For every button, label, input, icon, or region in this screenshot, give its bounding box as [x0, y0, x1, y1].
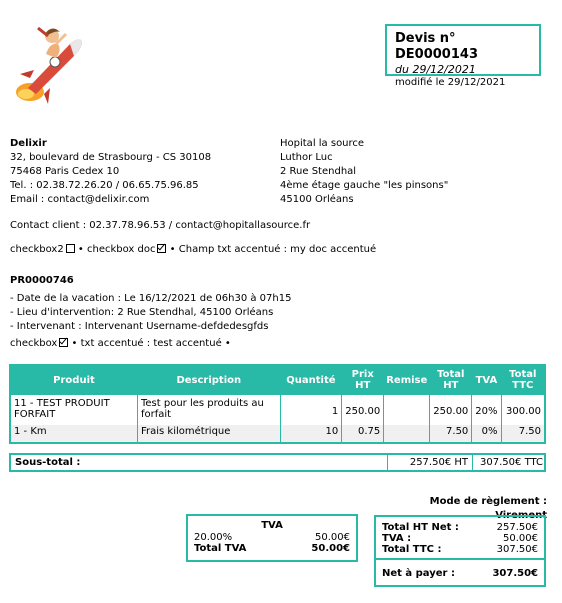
sender-address-line: 32, boulevard de Strasbourg - CS 30108 [10, 152, 212, 163]
recipient-address-line: 2 Rue Stendhal [280, 166, 357, 177]
checkbox2-label: checkbox2 [10, 244, 64, 255]
total-ttc-label: Total TTC : [382, 544, 442, 555]
total-ht-label: Total HT Net : [382, 522, 459, 533]
table-cell [384, 425, 430, 443]
subtotal-ttc: 307.50€ TTC [480, 457, 543, 468]
vacation-block [10, 274, 291, 351]
table-row [10, 395, 545, 426]
tva-total-label: Total TVA [194, 543, 247, 554]
table-cell: 7.50 [430, 425, 472, 443]
quote-title: Devis n° DE0000143 [395, 31, 478, 62]
table-cell [384, 395, 430, 426]
total-ttc-row [382, 544, 538, 555]
table-cell: 11 - TEST PRODUIT FORFAIT [10, 395, 137, 426]
table-cell: 7.50 [501, 425, 545, 443]
tva-rate-value: 50.00€ [315, 532, 350, 543]
checkbox-doc-label: • checkbox doc [77, 244, 156, 255]
checkbox2-checkbox[interactable] [66, 244, 75, 253]
totals-divider [376, 558, 544, 560]
column-header: Produit [10, 365, 137, 395]
sender-phone: Tel. : 02.38.72.26.20 / 06.65.75.96.85 [10, 180, 199, 191]
total-ht-row [382, 522, 538, 533]
sender-name: Delixir [10, 138, 47, 149]
table-cell: 250.00 [430, 395, 472, 426]
vacation-place: - Lieu d'intervention: 2 Rue Stendhal, 45100 Orléans [10, 307, 274, 318]
checkbox-doc-checkbox[interactable] [157, 244, 166, 253]
recipient-address-line: 45100 Orléans [280, 194, 354, 205]
totals-box [374, 515, 546, 587]
total-tva-row [382, 533, 538, 544]
table-cell: 20% [472, 395, 501, 426]
vacation-ref: PR0000746 [10, 275, 74, 286]
recipient-name: Hopital la source [280, 138, 365, 149]
vacation-extrafields [10, 337, 291, 351]
client-contact: Contact client : 02.37.78.96.53 / contact@hopitallasource.fr [10, 220, 311, 231]
payment-mode: Mode de règlement : Virement [429, 496, 547, 521]
subtotal-bar [9, 453, 546, 472]
recipient-contact: Luthor Luc [280, 152, 333, 163]
table-cell: Test pour les produits au forfait [137, 395, 280, 426]
column-header: Total TTC [501, 365, 545, 395]
vacation-date: - Date de la vacation : Le 16/12/2021 de 06h30 à 07h15 [10, 293, 292, 304]
recipient-address-line: 4ème étage gauche "les pinsons" [280, 180, 449, 191]
net-to-pay-value: 307.50€ [492, 568, 538, 579]
column-header: Total HT [430, 365, 472, 395]
table-cell: 0.75 [342, 425, 384, 443]
sender-address [10, 137, 211, 207]
recipient-address [280, 137, 448, 207]
tva-total-row [194, 543, 350, 554]
column-header: Prix HT [342, 365, 384, 395]
company-logo [8, 14, 88, 104]
column-header: TVA [472, 365, 501, 395]
table-cell: 250.00 [342, 395, 384, 426]
table-header-row [10, 365, 545, 395]
vacation-txt-field: • txt accentué : test accentué • [71, 338, 231, 349]
total-ttc-value: 307.50€ [496, 544, 538, 555]
table-cell: 1 - Km [10, 425, 137, 443]
total-ht-value: 257.50€ [496, 522, 538, 533]
total-tva-value: 50.00€ [503, 533, 538, 544]
table-cell: 0% [472, 425, 501, 443]
net-to-pay-label: Net à payer : [382, 568, 455, 579]
txt-accent-field: • Champ txt accentué : my doc accentué [169, 244, 377, 255]
tva-rate-row [194, 532, 350, 543]
tva-total-value: 50.00€ [311, 543, 350, 554]
sender-address-line: 75468 Paris Cedex 10 [10, 166, 120, 177]
net-to-pay-row [382, 568, 538, 579]
column-header: Remise [384, 365, 430, 395]
tva-box-title: TVA [261, 520, 283, 531]
column-header: Description [137, 365, 280, 395]
extrafields-line [10, 243, 376, 257]
quote-date: du 29/12/2021 [395, 63, 476, 76]
total-tva-label: TVA : [382, 533, 412, 544]
table-cell: 300.00 [501, 395, 545, 426]
column-header: Quantité [280, 365, 342, 395]
items-table [9, 364, 546, 444]
tva-summary-box [186, 514, 358, 562]
subtotal-ht: 257.50€ HT [409, 457, 468, 468]
subtotal-label: Sous-total : [15, 457, 81, 468]
table-cell: 1 [280, 395, 342, 426]
sender-email: Email : contact@delixir.com [10, 194, 150, 205]
table-cell: 10 [280, 425, 342, 443]
vacation-checkbox-label: checkbox [10, 338, 58, 349]
table-row [10, 425, 545, 443]
quote-modified-date: modifié le 29/12/2021 [395, 77, 506, 88]
vacation-worker: - Intervenant : Intervenant Username-defdedesgfds [10, 321, 269, 332]
table-cell: Frais kilométrique [137, 425, 280, 443]
quote-header-box [385, 24, 541, 88]
tva-rate: 20.00% [194, 532, 233, 543]
vacation-checkbox[interactable] [59, 338, 68, 347]
